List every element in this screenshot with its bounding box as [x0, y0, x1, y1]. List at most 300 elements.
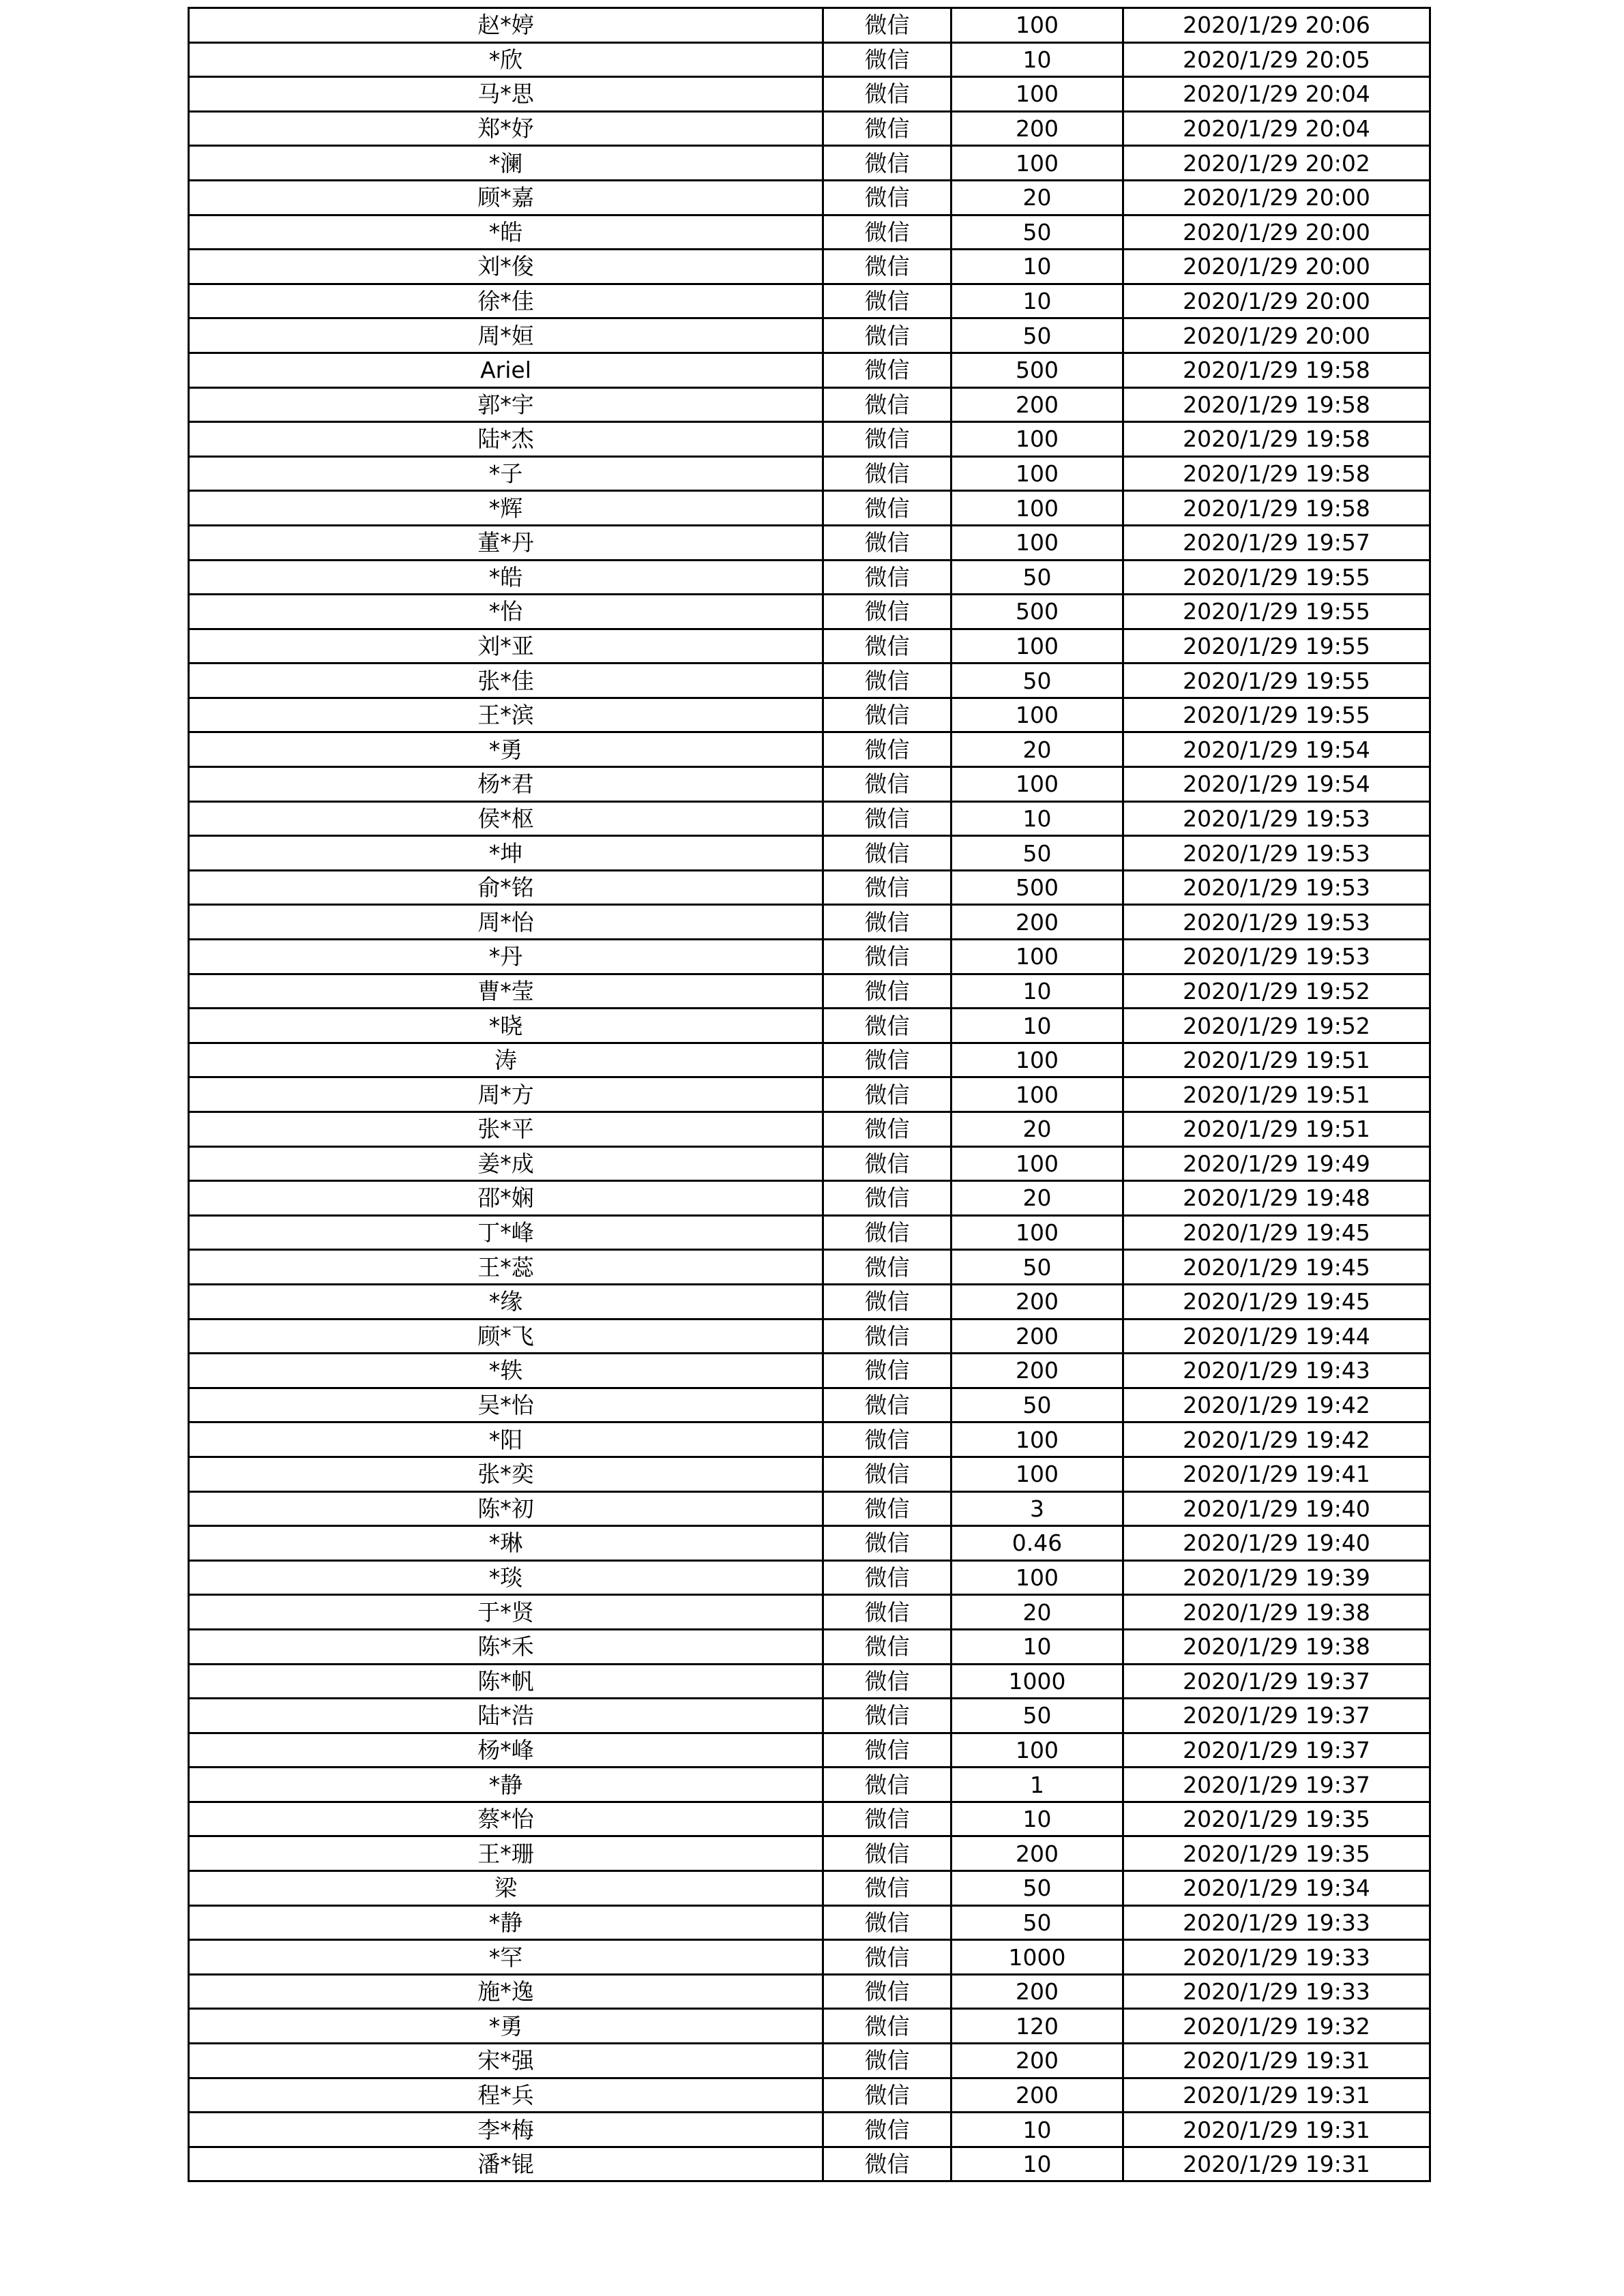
donation-time-cell: 2020/1/29 19:54 — [1123, 767, 1430, 802]
amount-cell: 10 — [951, 284, 1123, 318]
donor-name-cell: *皓 — [189, 215, 823, 250]
donor-name-cell: 陆*浩 — [189, 1699, 823, 1733]
donor-name-cell: 王*蕊 — [189, 1250, 823, 1285]
donor-name-cell: *琰 — [189, 1560, 823, 1595]
payment-method-cell: 微信 — [823, 1699, 951, 1733]
amount-cell: 50 — [951, 318, 1123, 353]
payment-method-cell: 微信 — [823, 1629, 951, 1664]
donor-name-cell: 陈*初 — [189, 1491, 823, 1526]
donation-time-cell: 2020/1/29 19:38 — [1123, 1595, 1430, 1630]
table-row — [189, 525, 1430, 560]
donation-time-cell: 2020/1/29 19:58 — [1123, 491, 1430, 526]
donation-time-cell: 2020/1/29 19:35 — [1123, 1802, 1430, 1836]
donation-time-cell: 2020/1/29 19:33 — [1123, 1940, 1430, 1975]
table-row — [189, 905, 1430, 940]
payment-method-cell: 微信 — [823, 595, 951, 629]
payment-method-cell: 微信 — [823, 8, 951, 43]
donation-time-cell: 2020/1/29 19:53 — [1123, 801, 1430, 836]
payment-method-cell: 微信 — [823, 2009, 951, 2044]
payment-method-cell: 微信 — [823, 1595, 951, 1630]
donation-time-cell: 2020/1/29 19:58 — [1123, 456, 1430, 491]
donation-time-cell: 2020/1/29 19:31 — [1123, 2147, 1430, 2181]
donor-name-cell: *勇 — [189, 2009, 823, 2044]
donation-time-cell: 2020/1/29 19:55 — [1123, 629, 1430, 664]
donor-name-cell: 姜*成 — [189, 1146, 823, 1181]
donation-time-cell: 2020/1/29 19:49 — [1123, 1146, 1430, 1181]
amount-cell: 50 — [951, 1871, 1123, 1906]
table-row — [189, 1250, 1430, 1285]
payment-method-cell: 微信 — [823, 1250, 951, 1285]
donation-time-cell: 2020/1/29 19:51 — [1123, 1077, 1430, 1112]
payment-method-cell: 微信 — [823, 525, 951, 560]
donor-name-cell: 张*奕 — [189, 1457, 823, 1491]
donation-time-cell: 2020/1/29 19:42 — [1123, 1388, 1430, 1422]
donor-name-cell: *琳 — [189, 1526, 823, 1561]
table-row — [189, 1905, 1430, 1940]
payment-method-cell: 微信 — [823, 1319, 951, 1354]
amount-cell: 200 — [951, 905, 1123, 940]
amount-cell: 500 — [951, 870, 1123, 905]
amount-cell: 1000 — [951, 1664, 1123, 1699]
table-row — [189, 836, 1430, 871]
amount-cell: 100 — [951, 1077, 1123, 1112]
table-row — [189, 318, 1430, 353]
donor-name-cell: *辉 — [189, 491, 823, 526]
table-row — [189, 698, 1430, 732]
donation-time-cell: 2020/1/29 19:37 — [1123, 1664, 1430, 1699]
table-row — [189, 146, 1430, 181]
donor-name-cell: *静 — [189, 1768, 823, 1802]
donation-time-cell: 2020/1/29 20:00 — [1123, 215, 1430, 250]
amount-cell: 50 — [951, 1388, 1123, 1422]
donation-time-cell: 2020/1/29 19:42 — [1123, 1422, 1430, 1457]
table-row — [189, 1664, 1430, 1699]
amount-cell: 3 — [951, 1491, 1123, 1526]
payment-method-cell: 微信 — [823, 1043, 951, 1077]
donation-time-cell: 2020/1/29 20:00 — [1123, 284, 1430, 318]
amount-cell: 100 — [951, 491, 1123, 526]
donation-time-cell: 2020/1/29 19:33 — [1123, 1905, 1430, 1940]
table-row — [189, 1733, 1430, 1768]
donation-time-cell: 2020/1/29 19:43 — [1123, 1354, 1430, 1388]
table-row — [189, 1595, 1430, 1630]
donor-name-cell: *勇 — [189, 732, 823, 767]
payment-method-cell: 微信 — [823, 1284, 951, 1319]
donation-time-cell: 2020/1/29 20:04 — [1123, 77, 1430, 112]
table-row — [189, 1802, 1430, 1836]
payment-method-cell: 微信 — [823, 1354, 951, 1388]
donation-time-cell: 2020/1/29 19:39 — [1123, 1560, 1430, 1595]
donor-name-cell: *怡 — [189, 595, 823, 629]
table-row — [189, 1457, 1430, 1491]
donation-time-cell: 2020/1/29 19:33 — [1123, 1974, 1430, 2009]
table-row — [189, 2147, 1430, 2181]
table-row — [189, 111, 1430, 146]
table-row — [189, 1629, 1430, 1664]
payment-method-cell: 微信 — [823, 1871, 951, 1906]
amount-cell: 200 — [951, 1284, 1123, 1319]
donor-name-cell: 施*逸 — [189, 1974, 823, 2009]
amount-cell: 50 — [951, 1905, 1123, 1940]
amount-cell: 100 — [951, 940, 1123, 974]
table-row — [189, 595, 1430, 629]
table-row — [189, 1319, 1430, 1354]
donation-time-cell: 2020/1/29 19:41 — [1123, 1457, 1430, 1491]
donation-time-cell: 2020/1/29 19:53 — [1123, 836, 1430, 871]
payment-method-cell: 微信 — [823, 870, 951, 905]
payment-method-cell: 微信 — [823, 801, 951, 836]
donor-name-cell: 陆*杰 — [189, 422, 823, 457]
table-row — [189, 1768, 1430, 1802]
donation-time-cell: 2020/1/29 19:45 — [1123, 1284, 1430, 1319]
donor-name-cell: *澜 — [189, 146, 823, 181]
table-row — [189, 1940, 1430, 1975]
table-row — [189, 1043, 1430, 1077]
table-row — [189, 1077, 1430, 1112]
donor-name-cell: 蔡*怡 — [189, 1802, 823, 1836]
payment-method-cell: 微信 — [823, 215, 951, 250]
donor-name-cell: 丁*峰 — [189, 1215, 823, 1250]
donation-time-cell: 2020/1/29 19:58 — [1123, 387, 1430, 422]
table-row — [189, 284, 1430, 318]
donation-time-cell: 2020/1/29 19:51 — [1123, 1112, 1430, 1147]
table-row — [189, 1009, 1430, 1043]
table-row — [189, 491, 1430, 526]
amount-cell: 100 — [951, 1215, 1123, 1250]
payment-method-cell: 微信 — [823, 1457, 951, 1491]
payment-method-cell: 微信 — [823, 250, 951, 284]
donor-name-cell: 顾*嘉 — [189, 180, 823, 215]
table-row — [189, 732, 1430, 767]
table-row — [189, 8, 1430, 43]
donor-name-cell: 邵*娴 — [189, 1181, 823, 1216]
payment-method-cell: 微信 — [823, 2044, 951, 2078]
donation-time-cell: 2020/1/29 19:44 — [1123, 1319, 1430, 1354]
donation-time-cell: 2020/1/29 19:53 — [1123, 905, 1430, 940]
donation-time-cell: 2020/1/29 19:52 — [1123, 1009, 1430, 1043]
table-row — [189, 1491, 1430, 1526]
donor-name-cell: *丹 — [189, 940, 823, 974]
payment-method-cell: 微信 — [823, 1181, 951, 1216]
amount-cell: 100 — [951, 1043, 1123, 1077]
donation-table-body — [189, 8, 1430, 2181]
donation-time-cell: 2020/1/29 19:45 — [1123, 1215, 1430, 1250]
donation-time-cell: 2020/1/29 19:31 — [1123, 2078, 1430, 2113]
payment-method-cell: 微信 — [823, 629, 951, 664]
donation-time-cell: 2020/1/29 19:38 — [1123, 1629, 1430, 1664]
payment-method-cell: 微信 — [823, 940, 951, 974]
donation-time-cell: 2020/1/29 19:37 — [1123, 1768, 1430, 1802]
donation-time-cell: 2020/1/29 19:55 — [1123, 595, 1430, 629]
donation-time-cell: 2020/1/29 19:45 — [1123, 1250, 1430, 1285]
amount-cell: 1000 — [951, 1940, 1123, 1975]
table-row — [189, 940, 1430, 974]
amount-cell: 50 — [951, 1250, 1123, 1285]
donor-name-cell: 郑*妤 — [189, 111, 823, 146]
payment-method-cell: 微信 — [823, 77, 951, 112]
amount-cell: 10 — [951, 2147, 1123, 2181]
donation-time-cell: 2020/1/29 20:06 — [1123, 8, 1430, 43]
amount-cell: 100 — [951, 1146, 1123, 1181]
donation-time-cell: 2020/1/29 19:52 — [1123, 974, 1430, 1009]
payment-method-cell: 微信 — [823, 1388, 951, 1422]
donation-time-cell: 2020/1/29 19:57 — [1123, 525, 1430, 560]
payment-method-cell: 微信 — [823, 836, 951, 871]
payment-method-cell: 微信 — [823, 318, 951, 353]
donation-time-cell: 2020/1/29 19:37 — [1123, 1699, 1430, 1733]
donor-name-cell: 潘*锟 — [189, 2147, 823, 2181]
table-row — [189, 1422, 1430, 1457]
amount-cell: 50 — [951, 664, 1123, 698]
donor-name-cell: 宋*强 — [189, 2044, 823, 2078]
amount-cell: 100 — [951, 77, 1123, 112]
payment-method-cell: 微信 — [823, 664, 951, 698]
table-row — [189, 974, 1430, 1009]
payment-method-cell: 微信 — [823, 1077, 951, 1112]
payment-method-cell: 微信 — [823, 1768, 951, 1802]
table-row — [189, 77, 1430, 112]
donor-name-cell: *欣 — [189, 42, 823, 77]
table-row — [189, 353, 1430, 387]
donation-time-cell: 2020/1/29 19:37 — [1123, 1733, 1430, 1768]
amount-cell: 10 — [951, 801, 1123, 836]
payment-method-cell: 微信 — [823, 767, 951, 802]
table-row — [189, 2009, 1430, 2044]
amount-cell: 10 — [951, 974, 1123, 1009]
table-row — [189, 2113, 1430, 2147]
donor-name-cell: 侯*枢 — [189, 801, 823, 836]
donation-time-cell: 2020/1/29 20:00 — [1123, 180, 1430, 215]
donation-table — [188, 7, 1431, 2182]
table-row — [189, 1388, 1430, 1422]
table-row — [189, 1284, 1430, 1319]
payment-method-cell: 微信 — [823, 1491, 951, 1526]
payment-method-cell: 微信 — [823, 491, 951, 526]
donor-name-cell: 周*怡 — [189, 905, 823, 940]
amount-cell: 100 — [951, 525, 1123, 560]
donor-name-cell: 周*方 — [189, 1077, 823, 1112]
donor-name-cell: 董*丹 — [189, 525, 823, 560]
table-row — [189, 1181, 1430, 1216]
table-row — [189, 1974, 1430, 2009]
payment-method-cell: 微信 — [823, 111, 951, 146]
donor-name-cell: *坤 — [189, 836, 823, 871]
amount-cell: 100 — [951, 456, 1123, 491]
donation-time-cell: 2020/1/29 20:05 — [1123, 42, 1430, 77]
donation-time-cell: 2020/1/29 20:04 — [1123, 111, 1430, 146]
donor-name-cell: 杨*君 — [189, 767, 823, 802]
table-row — [189, 1871, 1430, 1906]
amount-cell: 1 — [951, 1768, 1123, 1802]
amount-cell: 100 — [951, 629, 1123, 664]
amount-cell: 50 — [951, 836, 1123, 871]
amount-cell: 10 — [951, 1629, 1123, 1664]
payment-method-cell: 微信 — [823, 1940, 951, 1975]
payment-method-cell: 微信 — [823, 1146, 951, 1181]
amount-cell: 100 — [951, 1422, 1123, 1457]
amount-cell: 20 — [951, 1181, 1123, 1216]
amount-cell: 500 — [951, 353, 1123, 387]
table-row — [189, 767, 1430, 802]
payment-method-cell: 微信 — [823, 2113, 951, 2147]
payment-method-cell: 微信 — [823, 456, 951, 491]
payment-method-cell: 微信 — [823, 732, 951, 767]
amount-cell: 20 — [951, 180, 1123, 215]
payment-method-cell: 微信 — [823, 1560, 951, 1595]
amount-cell: 100 — [951, 422, 1123, 457]
amount-cell: 200 — [951, 1354, 1123, 1388]
donation-time-cell: 2020/1/29 19:51 — [1123, 1043, 1430, 1077]
amount-cell: 10 — [951, 1009, 1123, 1043]
amount-cell: 20 — [951, 1595, 1123, 1630]
table-row — [189, 387, 1430, 422]
table-row — [189, 180, 1430, 215]
donor-name-cell: 陈*帆 — [189, 1664, 823, 1699]
amount-cell: 50 — [951, 560, 1123, 595]
amount-cell: 100 — [951, 146, 1123, 181]
donation-time-cell: 2020/1/29 20:00 — [1123, 250, 1430, 284]
donation-time-cell: 2020/1/29 19:53 — [1123, 870, 1430, 905]
amount-cell: 20 — [951, 732, 1123, 767]
payment-method-cell: 微信 — [823, 1009, 951, 1043]
amount-cell: 200 — [951, 2078, 1123, 2113]
table-row — [189, 801, 1430, 836]
donor-name-cell: *子 — [189, 456, 823, 491]
amount-cell: 50 — [951, 1699, 1123, 1733]
payment-method-cell: 微信 — [823, 180, 951, 215]
donation-time-cell: 2020/1/29 19:55 — [1123, 664, 1430, 698]
amount-cell: 100 — [951, 1457, 1123, 1491]
payment-method-cell: 微信 — [823, 146, 951, 181]
payment-method-cell: 微信 — [823, 422, 951, 457]
payment-method-cell: 微信 — [823, 1422, 951, 1457]
donor-name-cell: 赵*婷 — [189, 8, 823, 43]
table-row — [189, 1699, 1430, 1733]
payment-method-cell: 微信 — [823, 1733, 951, 1768]
table-row — [189, 1560, 1430, 1595]
donor-name-cell: Ariel — [189, 353, 823, 387]
amount-cell: 200 — [951, 2044, 1123, 2078]
amount-cell: 200 — [951, 1974, 1123, 2009]
amount-cell: 10 — [951, 2113, 1123, 2147]
donor-name-cell: *轶 — [189, 1354, 823, 1388]
payment-method-cell: 微信 — [823, 1836, 951, 1871]
donation-time-cell: 2020/1/29 19:54 — [1123, 732, 1430, 767]
donor-name-cell: 张*佳 — [189, 664, 823, 698]
donation-time-cell: 2020/1/29 19:53 — [1123, 940, 1430, 974]
payment-method-cell: 微信 — [823, 905, 951, 940]
payment-method-cell: 微信 — [823, 2078, 951, 2113]
amount-cell: 10 — [951, 42, 1123, 77]
table-row — [189, 1215, 1430, 1250]
table-row — [189, 664, 1430, 698]
amount-cell: 100 — [951, 767, 1123, 802]
amount-cell: 500 — [951, 595, 1123, 629]
amount-cell: 50 — [951, 215, 1123, 250]
table-row — [189, 42, 1430, 77]
payment-method-cell: 微信 — [823, 974, 951, 1009]
payment-method-cell: 微信 — [823, 1526, 951, 1561]
table-row — [189, 1354, 1430, 1388]
donor-name-cell: *皓 — [189, 560, 823, 595]
donor-name-cell: 梁 — [189, 1871, 823, 1906]
donation-time-cell: 2020/1/29 19:55 — [1123, 560, 1430, 595]
donation-time-cell: 2020/1/29 19:32 — [1123, 2009, 1430, 2044]
donor-name-cell: *罕 — [189, 1940, 823, 1975]
amount-cell: 100 — [951, 1733, 1123, 1768]
payment-method-cell: 微信 — [823, 2147, 951, 2181]
table-row — [189, 2078, 1430, 2113]
table-row — [189, 456, 1430, 491]
donor-name-cell: 郭*宇 — [189, 387, 823, 422]
table-row — [189, 422, 1430, 457]
table-row — [189, 1112, 1430, 1147]
donation-time-cell: 2020/1/29 19:58 — [1123, 422, 1430, 457]
donor-name-cell: *阳 — [189, 1422, 823, 1457]
donor-name-cell: 程*兵 — [189, 2078, 823, 2113]
payment-method-cell: 微信 — [823, 284, 951, 318]
payment-method-cell: 微信 — [823, 698, 951, 732]
donor-name-cell: *晓 — [189, 1009, 823, 1043]
donor-name-cell: 杨*峰 — [189, 1733, 823, 1768]
payment-method-cell: 微信 — [823, 1974, 951, 2009]
donor-name-cell: 周*姮 — [189, 318, 823, 353]
donation-time-cell: 2020/1/29 19:35 — [1123, 1836, 1430, 1871]
donation-time-cell: 2020/1/29 19:40 — [1123, 1526, 1430, 1561]
donation-time-cell: 2020/1/29 19:48 — [1123, 1181, 1430, 1216]
table-row — [189, 1526, 1430, 1561]
amount-cell: 10 — [951, 1802, 1123, 1836]
donor-name-cell: 顾*飞 — [189, 1319, 823, 1354]
table-row — [189, 1146, 1430, 1181]
donor-name-cell: 马*思 — [189, 77, 823, 112]
amount-cell: 200 — [951, 111, 1123, 146]
table-row — [189, 2044, 1430, 2078]
donor-name-cell: 王*珊 — [189, 1836, 823, 1871]
donor-name-cell: *缘 — [189, 1284, 823, 1319]
donor-name-cell: 刘*亚 — [189, 629, 823, 664]
donor-name-cell: 刘*俊 — [189, 250, 823, 284]
amount-cell: 100 — [951, 8, 1123, 43]
payment-method-cell: 微信 — [823, 1802, 951, 1836]
donor-name-cell: 李*梅 — [189, 2113, 823, 2147]
donation-time-cell: 2020/1/29 19:31 — [1123, 2044, 1430, 2078]
payment-method-cell: 微信 — [823, 387, 951, 422]
table-row — [189, 250, 1430, 284]
donation-time-cell: 2020/1/29 20:00 — [1123, 318, 1430, 353]
amount-cell: 100 — [951, 1560, 1123, 1595]
donor-name-cell: 吴*怡 — [189, 1388, 823, 1422]
donor-name-cell: 张*平 — [189, 1112, 823, 1147]
donor-name-cell: 曹*莹 — [189, 974, 823, 1009]
donor-name-cell: 俞*铭 — [189, 870, 823, 905]
donation-time-cell: 2020/1/29 20:02 — [1123, 146, 1430, 181]
payment-method-cell: 微信 — [823, 42, 951, 77]
amount-cell: 200 — [951, 387, 1123, 422]
payment-method-cell: 微信 — [823, 1905, 951, 1940]
amount-cell: 10 — [951, 250, 1123, 284]
donation-sheet — [188, 7, 1429, 2182]
amount-cell: 200 — [951, 1836, 1123, 1871]
amount-cell: 20 — [951, 1112, 1123, 1147]
donation-time-cell: 2020/1/29 19:34 — [1123, 1871, 1430, 1906]
payment-method-cell: 微信 — [823, 1112, 951, 1147]
payment-method-cell: 微信 — [823, 1215, 951, 1250]
table-row — [189, 870, 1430, 905]
amount-cell: 100 — [951, 698, 1123, 732]
donor-name-cell: 王*滨 — [189, 698, 823, 732]
payment-method-cell: 微信 — [823, 560, 951, 595]
